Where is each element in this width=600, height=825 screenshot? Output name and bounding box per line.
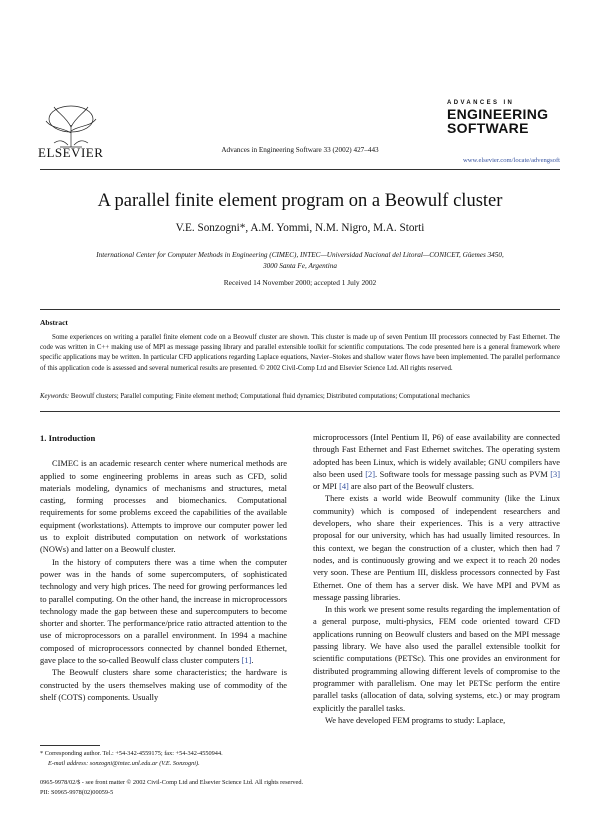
citation-link[interactable]: [2] <box>365 469 376 479</box>
pii-line: PII: S0965-9978(02)00059-5 <box>40 788 114 796</box>
journal-logo-top: ADVANCES IN <box>447 100 515 106</box>
publisher-name: ELSEVIER <box>38 145 104 160</box>
keywords <box>40 392 560 402</box>
journal-logo-line2: SOFTWARE <box>447 120 529 136</box>
received-dates: Received 14 November 2000; accepted 1 July 2002 <box>223 278 377 287</box>
right-column <box>313 432 560 727</box>
abstract-heading: Abstract <box>40 318 68 327</box>
citation-link[interactable]: [1] <box>241 656 252 666</box>
citation-link[interactable]: [3] <box>550 469 560 479</box>
paragraph: In the history of computers there was a time when the computer power was in the hands of some supercomputers, of sophisticated technology and very high prices. The need for growing performances led to parallel computing. On the other hand, the increase in microprocessors technology made the gap between these and supercomputers to become shorter and shorter. The performance/price ratio attracted attention to the use of microprocessors on a parallel environment. In 1994 a machine composed of microprocessors connected by channel bonded Ethernet, gave place to the so-called Beowulf class cluster computers [1]. <box>40 557 287 666</box>
corresponding-author-footnote <box>40 749 300 768</box>
author-list: V.E. Sonzogni*, A.M. Yommi, N.M. Nigro, M.A. Storti <box>175 222 425 234</box>
journal-logo <box>447 100 567 135</box>
paragraph: In this work we present some results regarding the implementation of a general purpose, multi-physics, FEM code oriented toward CFD applications running on Beowulf clusters and based on the MPI message passing library. We have also used the parallel extensible toolkit for scientific computations (PETSc). This one provides an environment for distributed programming allowing different levels of compromise to the programmer with parallelism. One may let PETSc perform the entire parallel tasks (allocation of data, solving systems, etc.) or may program explicitly the parallel tasks. <box>313 605 560 713</box>
footnote-email: E-mail address: sonzogni@intec.unl.edu.ar (V.E. Sonzogni). <box>48 759 200 767</box>
footnote-contact: * Corresponding author. Tel.: +54-342-4559175; fax: +54-342-4550944. <box>40 750 223 757</box>
keywords-list: Beowulf clusters; Parallel computing; Finite element method; Computational fluid dynamics; Distributed computations; Computational mechanics <box>70 393 470 400</box>
footnote-rule <box>40 745 100 746</box>
abstract-top-rule <box>40 309 560 310</box>
keywords-label: Keywords: <box>40 393 70 400</box>
left-column <box>40 432 287 704</box>
abstract-body: Some experiences on writing a parallel finite element code on a Beowulf cluster are shown. This cluster is made up of seven Pentium III processors connected by Fast Ethernet. The code was written in C++ making use of MPI as message passing library and parallel extensible toolkit for scientific computations. The code presented here is a general framework where specific applications may be written. In particular CFD applications regarding Laplace equations, Navier–Stokes and shallow water flows have been implemented. The parallel performance of this application code is assessed and several numerical results are presented. © 2002 Civil-Comp Ltd and Elsevier Science Ltd. All rights reserved. <box>40 334 560 372</box>
paragraph: The Beowulf clusters share some characteristics; the hardware is constructed by the users themselves making use of commodity of the shelf (COTS) components. Usually <box>40 668 287 702</box>
paragraph: We have developed FEM programs to study: Laplace, <box>325 715 506 725</box>
journal-url-link[interactable]: www.elsevier.com/locate/advengsoft <box>463 157 560 164</box>
citation-link[interactable]: [4] <box>339 482 349 492</box>
journal-logo-line1: ENGINEERING <box>447 106 549 122</box>
affiliation-line-1: International Center for Computer Methods in Engineering (CIMEC), INTEC—Universidad Nacional del Litoral—CONICET, Güemes 3450, <box>96 251 504 259</box>
copyright-block <box>40 778 440 797</box>
article-title: A parallel finite element program on a Beowulf cluster <box>97 191 503 211</box>
abstract-bottom-rule <box>40 411 560 412</box>
issn-line: 0965-9978/02/$ - see front matter © 2002 Civil-Comp Ltd and Elsevier Science Ltd. All rights reserved. <box>40 779 304 786</box>
paragraph: microprocessors (Intel Pentium II, P6) of ease availability are connected through Fast Ethernet and Fast Ethernet switches. The operating system adopted has been Linux, which is widely available; GNU compilers have also been used [2]. Software tools for message passing such as PVM [3] or MPI [4] are also part of the Beowulf clusters. <box>313 433 560 492</box>
paragraph: There exists a world wide Beowulf community (like the Linux community) which is composed of independent researchers and developers, who share their experiences. This is a very attractive proposal for our university, which has had usually limited resources. In this context, we began the construction of a cluster, which then had 7 nodes, and is continuously growing and we expect it to reach 20 nodes very soon. These are Pentium III, diskless processors connected by Fast Ethernet. One of them has a server disk. We have MPI and PVM as message passing libraries. <box>313 494 560 602</box>
affiliation-line-2: 3000 Santa Fe, Argentina <box>263 262 337 270</box>
journal-citation: Advances in Engineering Software 33 (2002) 427–443 <box>221 146 379 154</box>
paragraph: CIMEC is an academic research center where numerical methods are applied to some engineering problems in areas such as CFD, solid materials modeling, dynamics of mechanisms and structures, metal casting, forming processes and biomechanics. Computational requirements for some problems exceed the capabilities of the available equipment (workstations). Attempts to improve our computer power led us to exploit distributed computation on network of workstations (NOWs) and latter on a Beowulf cluster. <box>40 459 287 555</box>
header-rule <box>40 169 560 170</box>
affiliation <box>60 250 540 272</box>
elsevier-tree-logo <box>40 103 102 151</box>
section-heading-introduction: 1. Introduction <box>40 433 96 443</box>
